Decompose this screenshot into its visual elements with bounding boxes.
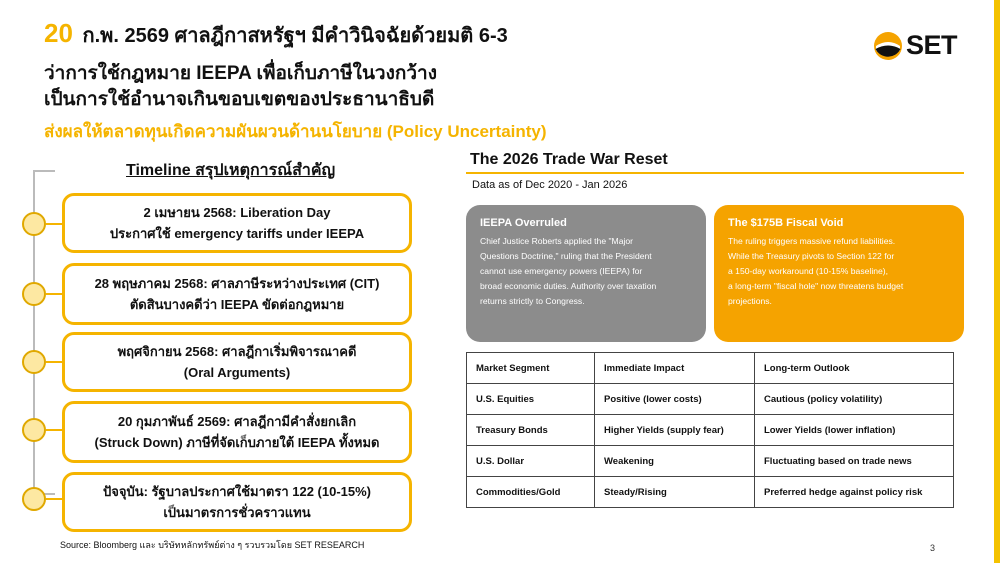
timeline-connector <box>46 293 62 295</box>
set-logo-mark-icon <box>873 31 903 61</box>
set-logo <box>873 30 957 61</box>
timeline-item-line1: 20 กุมภาพันธ์ 2569: ศาลฎีกามีคำสั่งยกเลิก <box>117 414 357 429</box>
card-body-line: Chief Justice Roberts applied the "Major <box>480 236 634 246</box>
card-body-line: The ruling triggers massive refund liabilities. <box>728 236 896 246</box>
timeline-item-line2: ตัดสินบางคดีว่า IEEPA ขัดต่อกฎหมาย <box>129 297 345 312</box>
timeline-item-line2: (Oral Arguments) <box>183 365 291 380</box>
table-cell: Lower Yields (lower inflation) <box>755 415 954 446</box>
card-body-line: projections. <box>728 296 772 306</box>
card-title: IEEPA Overruled <box>480 217 567 229</box>
timeline-dot <box>22 282 46 306</box>
table-row <box>467 477 954 508</box>
source-note: Source: Bloomberg และ บริษัทหลักทรัพย์ต่าง ๆ รวบรวมโดย SET RESEARCH <box>60 540 365 550</box>
timeline-item <box>62 472 412 532</box>
page-subtitle: ส่งผลให้ตลาดทุนเกิดความผันผวนด้านนโยบาย (Policy Uncertainty) <box>44 122 547 141</box>
table-cell: Higher Yields (supply fear) <box>595 415 755 446</box>
table-row <box>467 415 954 446</box>
timeline-item-line2: ประกาศใช้ emergency tariffs under IEEPA <box>109 226 365 241</box>
card-body-line: a long-term "fiscal hole" now threatens budget <box>728 281 904 291</box>
timeline-item-line1: 2 เมษายน 2568: Liberation Day <box>143 205 331 220</box>
table-cell: Cautious (policy volatility) <box>755 384 954 415</box>
timeline-dot <box>22 487 46 511</box>
timeline-connector <box>46 361 62 363</box>
timeline-item <box>62 401 412 463</box>
card-body-line: Questions Doctrine," ruling that the President <box>480 251 652 261</box>
page-title-line1 <box>44 18 508 51</box>
page-number: 3 <box>930 543 936 553</box>
card-body <box>728 234 952 309</box>
timeline-connector <box>46 429 62 431</box>
page-title-line2: ว่าการใช้กฎหมาย IEEPA เพื่อเก็บภาษีในวงกว้าง <box>44 63 437 84</box>
card-body <box>480 234 694 309</box>
timeline-item-line1: 28 พฤษภาคม 2568: ศาลภาษีระหว่างประเทศ (CIT) <box>94 276 380 291</box>
timeline-dot <box>22 350 46 374</box>
timeline-item-line1: พฤศจิกายน 2568: ศาลฎีกาเริ่มพิจารณาคดี <box>117 344 357 359</box>
trade-war-title: The 2026 Trade War Reset <box>470 151 668 168</box>
card-body-line: a 150-day workaround (10-15% baseline), <box>728 266 889 276</box>
table-cell: Weakening <box>595 446 755 477</box>
table-cell: Fluctuating based on trade news <box>755 446 954 477</box>
timeline-connector <box>46 223 62 225</box>
timeline-item <box>62 263 412 325</box>
table-cell: Treasury Bonds <box>467 415 595 446</box>
table-header-cell: Immediate Impact <box>595 353 755 384</box>
timeline-heading: Timeline สรุปเหตุการณ์สำคัญ <box>126 162 336 179</box>
timeline-item <box>62 332 412 392</box>
table-header-cell: Market Segment <box>467 353 595 384</box>
card-body-line: While the Treasury pivots to Section 122 for <box>728 251 895 261</box>
title-line1-text: ก.พ. 2569 ศาลฎีกาสหรัฐฯ มีคำวินิจฉัยด้วยมติ 6-3 <box>82 25 508 47</box>
trade-war-underline <box>466 172 964 174</box>
table-row <box>467 446 954 477</box>
timeline-dot <box>22 212 46 236</box>
timeline-connector <box>46 498 62 500</box>
card-fiscal-void <box>714 205 964 342</box>
trade-war-date: Data as of Dec 2020 - Jan 2026 <box>472 179 628 191</box>
table-cell: Positive (lower costs) <box>595 384 755 415</box>
page-title-line3: เป็นการใช้อำนาจเกินขอบเขตของประธานาธิบดี <box>44 89 435 110</box>
card-body-line: returns strictly to Congress. <box>480 296 585 306</box>
table-header-row <box>467 353 954 384</box>
market-impact-table <box>466 352 954 508</box>
table-cell: Commodities/Gold <box>467 477 595 508</box>
slide-edge-accent <box>994 0 1000 563</box>
timeline-top-cap <box>33 170 55 172</box>
table-row <box>467 384 954 415</box>
table-cell: Steady/Rising <box>595 477 755 508</box>
title-number: 20 <box>44 18 73 48</box>
logo-text: SET <box>906 30 958 60</box>
card-ieepa-overruled <box>466 205 706 342</box>
timeline-item-line2: เป็นมาตรการชั่วคราวแทน <box>163 505 311 520</box>
table-cell: U.S. Dollar <box>467 446 595 477</box>
card-title: The $175B Fiscal Void <box>728 217 844 229</box>
table-cell: Preferred hedge against policy risk <box>755 477 954 508</box>
table-cell: U.S. Equities <box>467 384 595 415</box>
timeline-item-line1: ปัจจุบัน: รัฐบาลประกาศใช้มาตรา 122 (10-15%) <box>102 484 372 499</box>
timeline-item-line2: (Struck Down) ภาษีที่จัดเก็บภายใต้ IEEPA ทั้งหมด <box>94 435 380 450</box>
timeline-item <box>62 193 412 253</box>
table-header-cell: Long-term Outlook <box>755 353 954 384</box>
card-body-line: cannot use emergency powers (IEEPA) for <box>480 266 643 276</box>
card-body-line: broad economic duties. Authority over taxation <box>480 281 657 291</box>
timeline-dot <box>22 418 46 442</box>
